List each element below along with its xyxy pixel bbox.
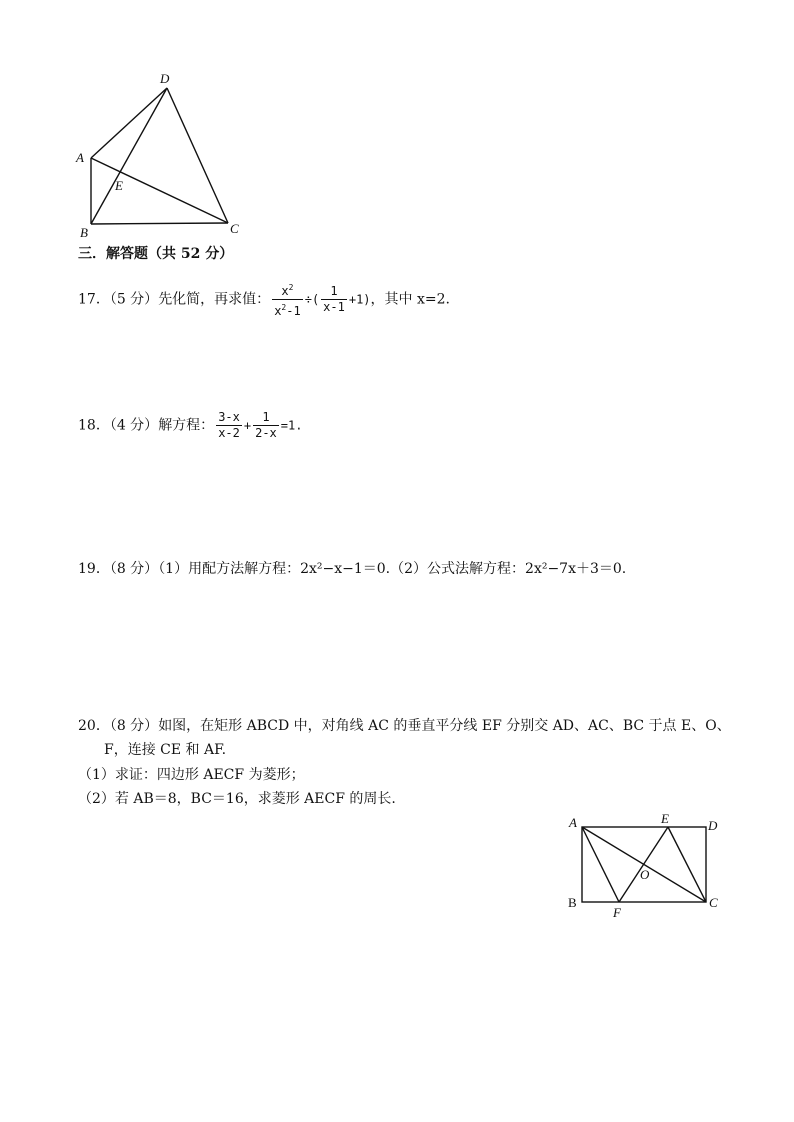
segment-BC: [91, 223, 228, 224]
label-B: B: [80, 225, 88, 240]
q18-fraction-2: $\frac{1}{2-x}$: [255, 410, 277, 440]
section-title: 三．解答题（共 52 分）: [78, 246, 234, 262]
q19-score: （8 分）: [109, 561, 159, 577]
q20-part1: （1）求证：四边形 AECF 为菱形；: [78, 767, 305, 783]
segment-DC: [167, 88, 228, 223]
q18-tail: =1.: [280, 418, 303, 433]
q17-score: （5 分）: [109, 291, 159, 308]
q17-fraction-2: $\frac{1}{x-1}$: [323, 284, 345, 314]
q20-number: 20．: [78, 718, 110, 734]
label-D: D: [160, 71, 170, 86]
question-17: [78, 280, 450, 319]
label-A: A: [76, 150, 84, 165]
figure-rectangle: [560, 810, 730, 925]
q17-condition: ，其中 x=2.: [370, 291, 450, 308]
q18-text: 解方程：: [158, 417, 215, 434]
question-18: [78, 410, 302, 441]
q20-line1: 如图，在矩形 ABCD 中，对角线 AC 的垂直平分线 EF 分别交 AD、AC、BC 于点 E、O、: [158, 718, 731, 734]
q18-number: 18．: [78, 417, 110, 434]
question-19: [78, 560, 626, 578]
label-A: A: [569, 815, 577, 830]
q17-text: 先化简，再求值：: [158, 291, 271, 308]
q17-number: 17．: [78, 291, 110, 308]
q17-tail: +1): [348, 292, 371, 307]
segment-EF: [619, 827, 668, 902]
q20-line2: F，连接 CE 和 AF.: [104, 742, 227, 758]
q17-lparen: (: [311, 292, 320, 307]
q17-fraction-1: $\frac{x^2}{x^2-1}$: [272, 280, 303, 319]
q18-fraction-1: $\frac{3-x}{x-2}$: [218, 410, 240, 440]
figure-quadrilateral: [60, 65, 260, 245]
label-D: D: [708, 818, 718, 833]
q17-divide: ÷: [304, 292, 312, 307]
q19-number: 19．: [78, 561, 110, 577]
label-E: E: [661, 811, 669, 826]
label-F: F: [613, 905, 621, 920]
q20-score: （8 分）: [109, 718, 159, 734]
q20-part2: （2）若 AB＝8，BC＝16，求菱形 AECF 的周长.: [78, 791, 396, 807]
q19-text: （1）用配方法解方程：2x²−x−1＝0.（2）公式法解方程：2x²−7x＋3＝0.: [158, 561, 627, 577]
segment-BD: [91, 88, 167, 224]
label-O: O: [640, 867, 650, 882]
question-20-line-1: [78, 717, 731, 735]
label-C: C: [230, 221, 239, 236]
label-E: E: [115, 178, 123, 193]
q18-score: （4 分）: [109, 417, 159, 434]
label-C: C: [709, 895, 718, 910]
label-B: B: [568, 895, 577, 910]
q18-plus: +: [243, 418, 252, 433]
segment-AD: [91, 88, 167, 158]
segment-AC: [91, 158, 228, 223]
